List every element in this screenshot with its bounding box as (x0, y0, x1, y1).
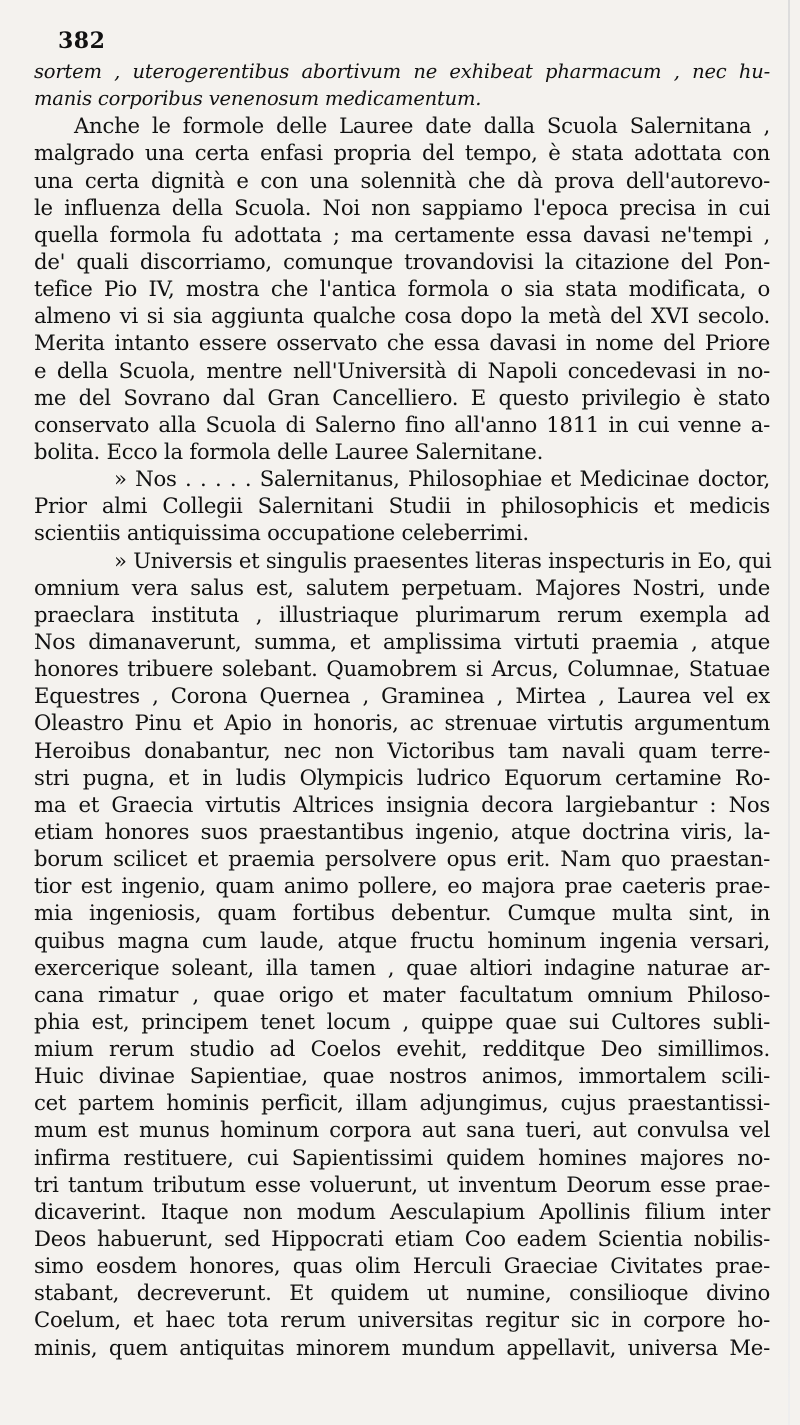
text-line: Oleastro Pinu et Apio in honoris, ac strenuae virtutis argumentum (34, 710, 770, 736)
text-line: Coelum, et haec tota rerum universitas regitur sic in corpore ho- (34, 1307, 770, 1333)
text-line: minis, quem antiquitas minorem mundum appellavit, universa Me- (34, 1334, 770, 1360)
text-line: tior est ingenio, quam animo pollere, eo majora prae caeteris prae- (34, 873, 770, 899)
text-line: le influenza della Scuola. Noi non sappiamo l'epoca precisa in cui (34, 194, 770, 220)
text-line: mium rerum studio ad Coelos evehit, redditque Deo simillimos. (34, 1036, 770, 1062)
text-line: e della Scuola, mentre nell'Università di Napoli concedevasi in no- (34, 357, 770, 383)
text-line: omnium vera salus est, salutem perpetuam. Majores Nostri, unde (34, 574, 770, 600)
text-line: bolita. Ecco la formola delle Lauree Salernitane. (34, 438, 544, 464)
text-line: mia ingeniosis, quam fortibus debentur. Cumque multa sint, in (34, 900, 770, 926)
text-line: stri pugna, et in ludis Olympicis ludrico Equorum certamine Ro- (34, 764, 770, 790)
text-line: dicaverint. Itaque non modum Aesculapium Apollinis filium inter (34, 1198, 770, 1224)
text-line: exercerique soleant, illa tamen , quae altiori indagine naturae ar- (34, 954, 770, 980)
text-line: simo eosdem honores, quas olim Herculi Graeciae Civitates prae- (34, 1253, 770, 1279)
page-edge (788, 0, 790, 1425)
text-line: una certa dignità e con una solennità che dà prova dell'autorevo- (34, 167, 770, 193)
text-line: manis corporibus venenosum medicamentum. (34, 87, 482, 111)
text-line: etiam honores suos praestantibus ingenio, atque doctrina viris, la- (34, 818, 770, 844)
text-line: Huic divinae Sapientiae, quae nostros animos, immortalem scili- (34, 1063, 770, 1089)
text-line: tefice Pio IV, mostra che l'antica formola o sia stata modificata, o (34, 276, 770, 302)
text-line: Nos dimanaverunt, summa, et amplissima virtuti praemia , atque (34, 628, 770, 654)
text-line: borum scilicet et praemia persolvere opus erit. Nam quo praestan- (34, 846, 770, 872)
text-line: me del Sovrano dal Gran Cancelliero. E questo privilegio è stato (34, 384, 770, 410)
text-line: Merita intanto essere osservato che essa davasi in nome del Priore (34, 330, 770, 356)
text-line: almeno vi si sia aggiunta qualche cosa dopo la metà del XVI secolo. (34, 303, 770, 329)
text-line: stabant, decreverunt. Et quidem ut numine, consilioque divino (34, 1280, 770, 1306)
text-line: de' quali discorriamo, comunque trovandovisi la citazione del Pon- (34, 248, 770, 274)
text-line: quibus magna cum laude, atque fructu hominum ingenia versari, (34, 927, 770, 953)
text-line: scientiis antiquissima occupatione celeberrimi. (34, 520, 529, 546)
text-line: praeclara instituta , illustriaque plurimarum rerum exempla ad (34, 601, 770, 627)
text-line: Prior almi Collegii Salernitani Studii in philosophicis et medicis (34, 493, 770, 519)
text-line: Deos habuerunt, sed Hippocrati etiam Coo eadem Scientia nobilis- (34, 1226, 770, 1252)
text-line: cet partem hominis perficit, illam adjungimus, cujus praestantissi- (34, 1090, 770, 1116)
text-line: honores tribuere solebant. Quamobrem si Arcus, Columnae, Statuae (34, 656, 770, 682)
text-line: Heroibus donabantur, nec non Victoribus tam navali quam terre- (34, 737, 770, 763)
text-line: conservato alla Scuola di Salerno fino all'anno 1811 in cui venne a- (34, 411, 770, 437)
text-line: Anche le formole delle Lauree date dalla Scuola Salernitana , (74, 113, 770, 139)
page-number: 382 (58, 28, 106, 54)
text-line: malgrado una certa enfasi propria del tempo, è stata adottata con (34, 140, 770, 166)
text-line: mum est munus hominum corpora aut sana tueri, aut convulsa vel (34, 1117, 770, 1143)
text-line: tri tantum tributum esse voluerunt, ut inventum Deorum esse prae- (34, 1171, 770, 1197)
text-line: infirma restituere, cui Sapientissimi quidem homines majores no- (34, 1144, 770, 1170)
text-line: phia est, principem tenet locum , quippe quae sui Cultores subli- (34, 1008, 770, 1034)
text-line: quella formola fu adottata ; ma certamente essa davasi ne'tempi , (34, 221, 770, 247)
text-line: » Universis et singulis praesentes literas inspecturis in Eo, qui (114, 547, 772, 573)
text-line: ma et Graecia virtutis Altrices insignia decora largiebantur : Nos (34, 791, 770, 817)
text-line: cana rimatur , quae origo et mater facultatum omnium Philoso- (34, 981, 770, 1007)
text-line: » Nos . . . . . Salernitanus, Philosophiae et Medicinae doctor, (114, 466, 770, 492)
text-line: sortem , uterogerentibus abortivum ne exhibeat pharmacum , nec hu- (34, 60, 770, 83)
text-line: Equestres , Corona Quernea , Graminea , Mirtea , Laurea vel ex (34, 683, 770, 709)
body-text (34, 58, 770, 1361)
